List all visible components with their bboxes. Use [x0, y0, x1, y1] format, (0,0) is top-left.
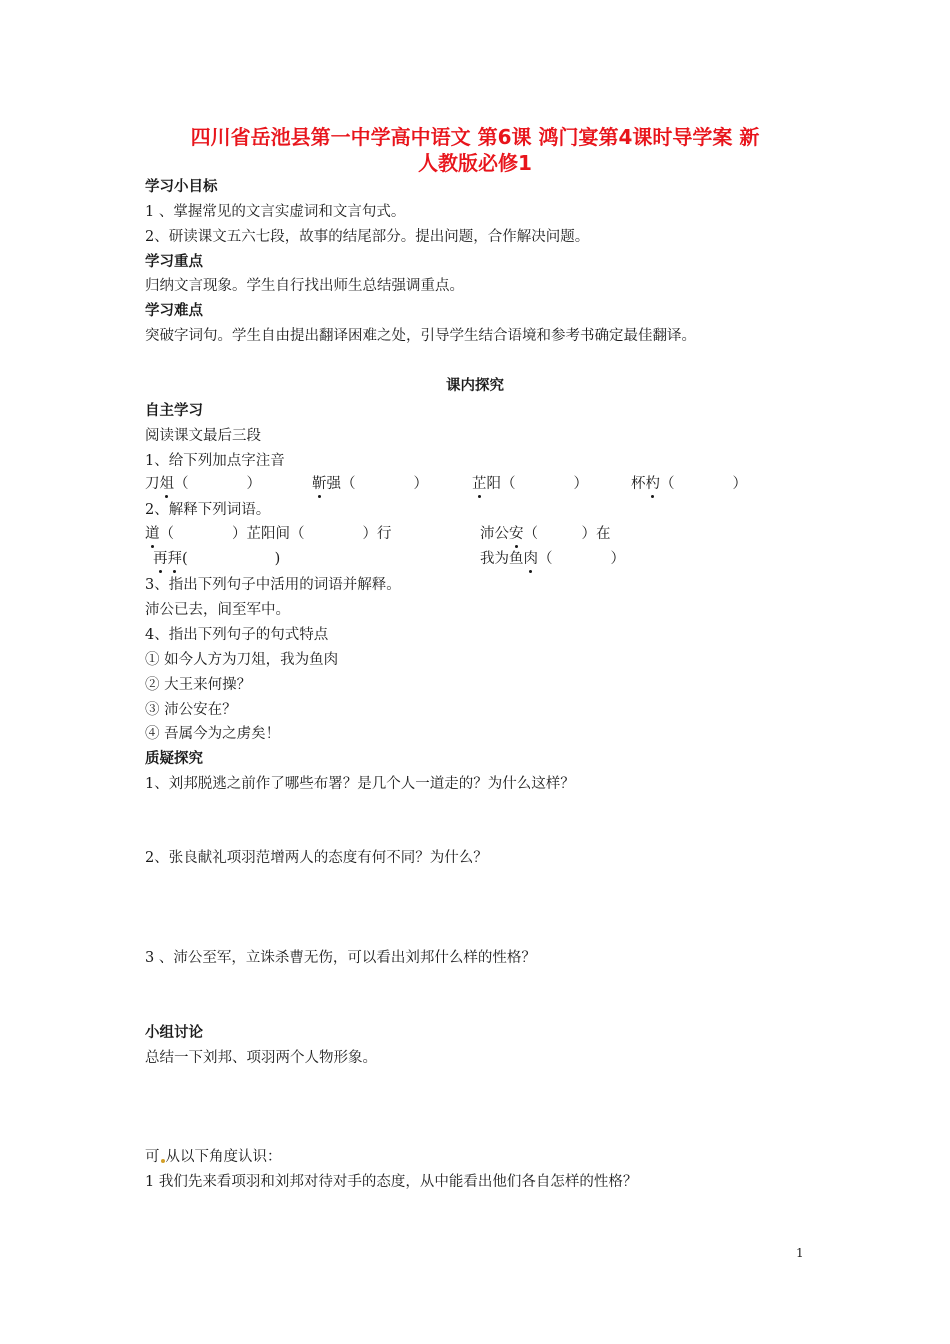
section-title: 课内探究 [446, 378, 504, 394]
sentence-item: ① 如今人方为刀俎，我为鱼肉 [145, 652, 339, 668]
document-title [120, 124, 830, 176]
sentence-item: ④ 吾属今为之虏矣！ [145, 726, 281, 742]
inquiry-heading: 质疑探究 [145, 751, 203, 767]
question-3-sentence: 沛公已去，间至军中。 [145, 602, 290, 618]
pinyin-item: 靳强（ ） [312, 476, 428, 492]
pinyin-item: 杯杓（ ） [631, 476, 747, 492]
inquiry-question-2: 2、张良献礼项羽范增两人的态度有何不同？为什么？ [145, 850, 488, 866]
difficulty-heading: 学习难点 [145, 303, 203, 319]
difficulty-text: 突破字词句。学生自由提出翻译困难之处，引导学生结合语境和参考书确定最佳翻译。 [145, 328, 696, 344]
self-study-intro: 阅读课文最后三段 [145, 428, 261, 444]
title-line-1: 四川省岳池县第一中学高中语文 第6课 鸿门宴第4课时导学案 新 [190, 125, 760, 149]
word-item: 再拜( ) [153, 551, 281, 567]
question-1: 1、给下列加点字注音 [145, 453, 285, 469]
goals-heading: 学习小目标 [145, 179, 218, 195]
group-text: 总结一下刘邦、项羽两个人物形象。 [145, 1050, 377, 1066]
word-item: 道（ ）芷阳间（ ）行 [145, 526, 392, 542]
sentence-item: ③ 沛公安在？ [145, 702, 237, 718]
question-2: 2、解释下列词语。 [145, 502, 271, 518]
angle-intro: 可 从以下角度认识： [145, 1149, 282, 1165]
focus-heading: 学习重点 [145, 254, 203, 270]
inquiry-question-3: 3 、沛公至军，立诛杀曹无伤，可以看出刘邦什么样的性格？ [145, 950, 536, 966]
question-4: 4、指出下列句子的句式特点 [145, 627, 329, 643]
marker-dot [161, 1159, 165, 1163]
sentence-item: ② 大王来何操？ [145, 677, 252, 693]
group-heading: 小组讨论 [145, 1025, 203, 1041]
angle-item-1: 1 我们先来看项羽和刘邦对待对手的态度，从中能看出他们各自怎样的性格？ [145, 1174, 638, 1190]
self-study-heading: 自主学习 [145, 403, 203, 419]
pinyin-item: 刀俎（ ） [145, 476, 261, 492]
pinyin-item: 芷阳（ ） [472, 476, 588, 492]
goals-item-2: 2、研读课文五六七段，故事的结尾部分。提出问题，合作解决问题。 [145, 229, 590, 245]
page-number: 1 [796, 1246, 804, 1260]
word-item: 我为鱼肉（ ） [480, 551, 625, 567]
inquiry-question-1: 1、刘邦脱逃之前作了哪些布署？是几个人一道走的？为什么这样？ [145, 776, 575, 792]
word-item: 沛公安（ ）在 [480, 526, 611, 542]
goals-item-1: 1 、掌握常见的文言实虚词和文言句式。 [145, 204, 406, 220]
question-3: 3、指出下列句子中活用的词语并解释。 [145, 577, 401, 593]
title-line-2: 人教版必修1 [418, 151, 532, 175]
focus-text: 归纳文言现象。学生自行找出师生总结强调重点。 [145, 278, 464, 294]
